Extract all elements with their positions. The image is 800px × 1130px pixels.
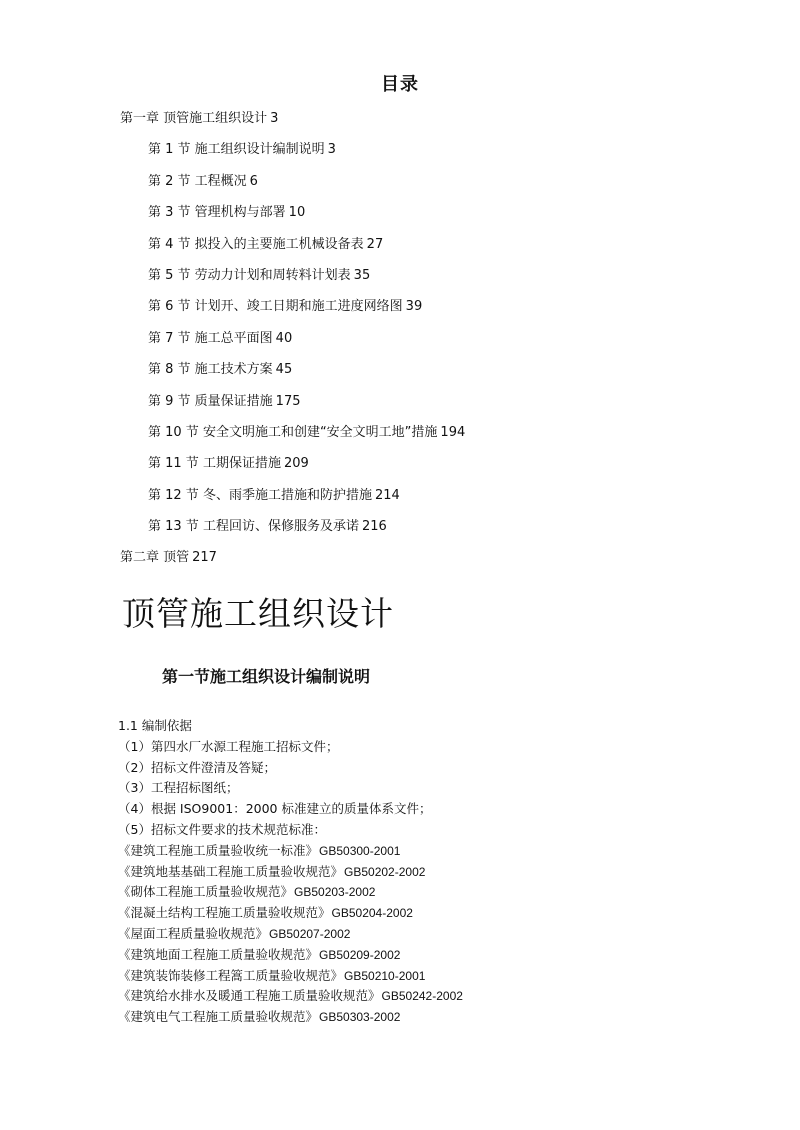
body-line-text: （4）根据 ISO9001：2000 标准建立的质量体系文件； [118, 801, 432, 817]
toc-entry-label: 第 13 节 工程回访、保修服务及承诺 [148, 519, 359, 535]
body-line [118, 758, 758, 779]
body-line [118, 799, 758, 820]
body-line-text: 《砌体工程施工质量验收规范》 [118, 884, 294, 900]
toc-entry-label: 第 5 节 劳动力计划和周转料计划表 [148, 267, 351, 283]
body-line-text: 《建筑地基基础工程施工质量验收规范》 [118, 863, 344, 879]
toc-entry[interactable] [0, 422, 800, 453]
document-body [118, 716, 758, 1028]
standard-code: GB50209-2002 [319, 947, 401, 962]
toc-entry-page: 175 [275, 393, 301, 409]
toc-entry-page: 209 [283, 456, 309, 472]
body-line-text: 《混凝土结构工程施工质量验收规范》 [118, 905, 331, 921]
toc-entry-page: 3 [270, 111, 279, 126]
toc-entry-label: 第一章 顶管施工组织设计 [120, 111, 268, 126]
body-line-text: 《建筑工程施工质量验收统一标准》 [118, 842, 319, 858]
body-line-text: 《建筑给水排水及暖通工程施工质量验收规范》 [118, 988, 381, 1004]
toc-entry-label: 第 1 节 施工组织设计编制说明 [148, 142, 325, 158]
body-line [118, 945, 758, 966]
toc-entry-page: 39 [405, 299, 423, 315]
toc-entry[interactable] [0, 108, 800, 139]
toc-entry-label: 第 7 节 施工总平面图 [148, 330, 273, 346]
standard-code: GB50303-2002 [319, 1010, 401, 1025]
body-line [118, 986, 758, 1007]
table-of-contents [0, 108, 800, 579]
body-line [118, 882, 758, 903]
toc-entry[interactable] [0, 202, 800, 233]
toc-entry[interactable] [0, 391, 800, 422]
toc-entry-label: 第 10 节 安全文明施工和创建“安全文明工地”措施 [148, 424, 438, 440]
body-line [118, 716, 758, 737]
standard-code: GB50300-2001 [319, 843, 401, 858]
toc-entry[interactable] [0, 265, 800, 296]
section-heading: 第一节施工组织设计编制说明 [162, 667, 371, 686]
toc-entry-label: 第二章 顶管 [120, 550, 190, 566]
toc-entry-page: 45 [275, 362, 293, 378]
body-line [118, 903, 758, 924]
toc-entry[interactable] [0, 359, 800, 390]
toc-entry-page: 6 [249, 173, 258, 189]
toc-entry[interactable] [0, 171, 800, 202]
toc-entry[interactable] [0, 328, 800, 359]
toc-title: 目录 [381, 74, 419, 95]
toc-entry-page: 10 [288, 205, 306, 221]
toc-entry[interactable] [0, 139, 800, 170]
toc-entry-label: 第 9 节 质量保证措施 [148, 393, 273, 409]
toc-entry-label: 第 4 节 拟投入的主要施工机械设备表 [148, 236, 364, 252]
toc-entry[interactable] [0, 453, 800, 484]
body-line-text: 《建筑地面工程施工质量验收规范》 [118, 946, 319, 962]
toc-entry-label: 第 2 节 工程概况 [148, 173, 247, 189]
standard-code: GB50207-2002 [269, 926, 351, 941]
body-line [118, 924, 758, 945]
standard-code: GB50210-2001 [344, 968, 426, 983]
toc-entry[interactable] [0, 234, 800, 265]
body-line-text: （5）招标文件要求的技术规范标准： [118, 821, 326, 837]
body-line-text: （1）第四水厂水源工程施工招标文件； [118, 738, 339, 754]
toc-entry[interactable] [0, 485, 800, 516]
toc-entry[interactable] [0, 516, 800, 547]
body-line [118, 1007, 758, 1028]
standard-code: GB50202-2002 [344, 864, 426, 879]
toc-entry-label: 第 6 节 计划开、竣工日期和施工进度网络图 [148, 299, 403, 315]
toc-entry-page: 27 [366, 236, 384, 252]
body-line-text: （2）招标文件澄清及答疑； [118, 759, 276, 775]
standard-code: GB50203-2002 [294, 885, 376, 900]
body-line [118, 820, 758, 841]
standard-code: GB50204-2002 [331, 906, 413, 921]
toc-entry-page: 217 [192, 550, 217, 566]
toc-entry-label: 第 3 节 管理机构与部署 [148, 205, 286, 221]
toc-entry-page: 3 [327, 142, 336, 158]
toc-entry[interactable] [0, 296, 800, 327]
toc-entry-page: 216 [361, 519, 387, 535]
body-line-text: 《屋面工程质量验收规范》 [118, 925, 269, 941]
toc-entry-page: 35 [353, 267, 371, 283]
toc-entry-label: 第 12 节 冬、雨季施工措施和防护措施 [148, 487, 372, 503]
toc-entry[interactable] [0, 547, 800, 578]
body-line [118, 778, 758, 799]
body-line [118, 862, 758, 883]
body-line-text: 1.1 编制依据 [118, 718, 192, 733]
standard-code: GB50242-2002 [381, 989, 463, 1004]
body-line-text: （3）工程招标图纸； [118, 780, 239, 796]
toc-entry-page: 214 [374, 487, 400, 503]
document-main-title: 顶管施工组织设计 [122, 594, 394, 633]
toc-entry-label: 第 11 节 工期保证措施 [148, 456, 281, 472]
toc-entry-page: 40 [275, 330, 293, 346]
toc-entry-label: 第 8 节 施工技术方案 [148, 362, 273, 378]
body-line [118, 841, 758, 862]
toc-entry-page: 194 [440, 424, 466, 440]
body-line [118, 737, 758, 758]
body-line-text: 《建筑电气工程施工质量验收规范》 [118, 1009, 319, 1025]
body-line-text: 《建筑装饰装修工程篙工质量验收规范》 [118, 967, 344, 983]
body-line [118, 966, 758, 987]
